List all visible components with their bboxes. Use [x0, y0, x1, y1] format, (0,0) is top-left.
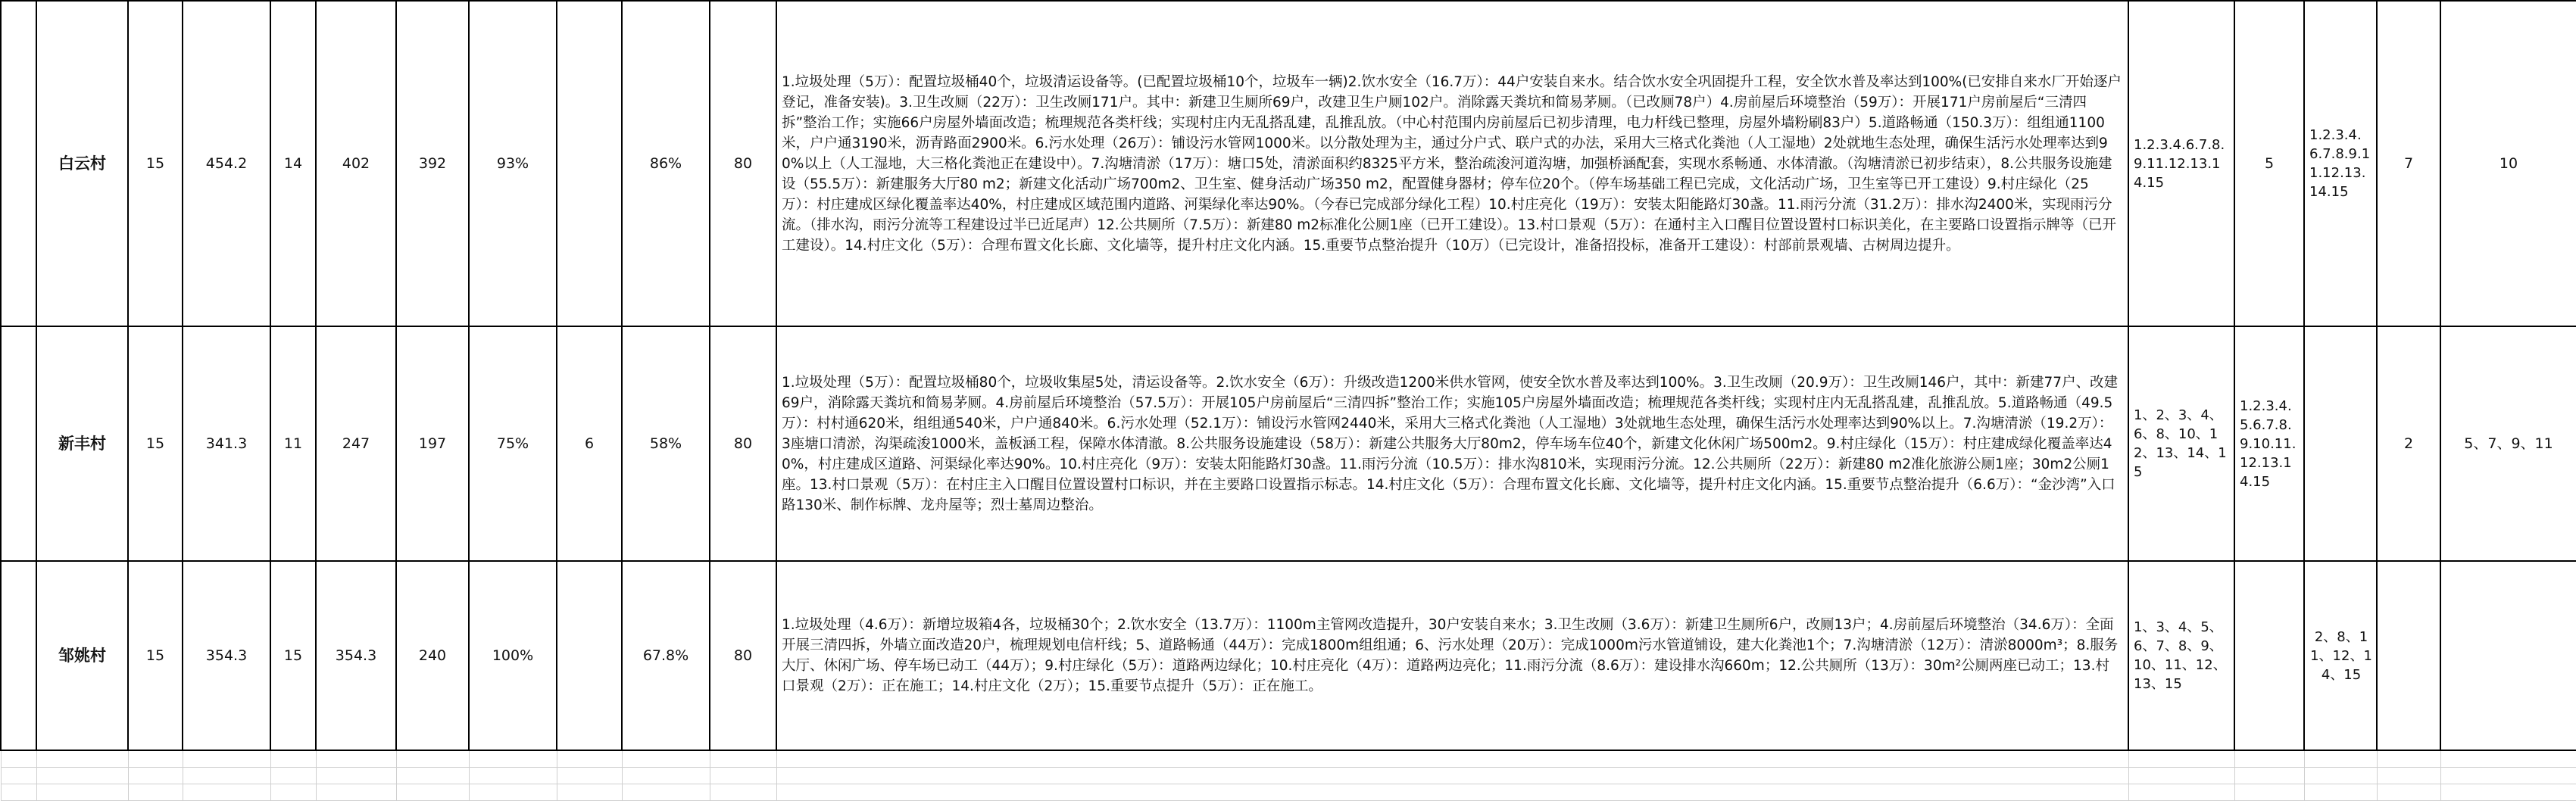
table-cell[interactable]: 2、8、11、12、14、15 [2304, 561, 2377, 750]
table-cell[interactable]: 80 [710, 561, 776, 750]
table-cell[interactable]: 14 [270, 1, 316, 326]
table-cell[interactable]: 240 [396, 561, 469, 750]
table-cell[interactable]: 15 [128, 561, 183, 750]
table-cell[interactable]: 402 [316, 1, 396, 326]
table-cell[interactable]: 15 [270, 561, 316, 750]
table-cell[interactable] [2304, 326, 2377, 561]
table-cell[interactable] [2377, 561, 2440, 750]
table-cell[interactable]: 1、3、4、5、6、7、8、9、10、11、12、13、15 [2128, 561, 2234, 750]
table-cell[interactable]: 80 [710, 326, 776, 561]
table-cell[interactable]: 354.3 [183, 561, 270, 750]
table-row [1, 326, 2576, 561]
table-cell[interactable]: 93% [469, 1, 557, 326]
table-cell[interactable]: 341.3 [183, 326, 270, 561]
table-cell[interactable]: 1、2、3、4、6、8、10、12、13、14、15 [2128, 326, 2234, 561]
table-cell[interactable]: 392 [396, 1, 469, 326]
village-name-cell[interactable]: 白云村 [36, 1, 128, 326]
table-cell[interactable]: 11 [270, 326, 316, 561]
row-gutter [1, 561, 36, 750]
empty-row [1, 784, 2576, 801]
table-cell[interactable]: 454.2 [183, 1, 270, 326]
table-cell[interactable] [557, 561, 622, 750]
table-row [1, 561, 2576, 750]
table-row [1, 1, 2576, 326]
empty-row [1, 768, 2576, 784]
table-cell[interactable]: 7 [2377, 1, 2440, 326]
table-cell[interactable]: 15 [128, 1, 183, 326]
village-name-cell[interactable]: 邹姚村 [36, 561, 128, 750]
table-cell[interactable]: 5、7、9、11 [2440, 326, 2576, 561]
table-cell[interactable]: 10 [2440, 1, 2576, 326]
row-gutter [1, 326, 36, 561]
table-cell[interactable]: 58% [622, 326, 710, 561]
table-cell[interactable]: 67.8% [622, 561, 710, 750]
table-cell[interactable]: 15 [128, 326, 183, 561]
project-description-cell[interactable]: 1.垃圾处理（5万）：配置垃圾桶80个，垃圾收集屋5处，清运设备等。2.饮水安全（6万）：升级改造1200米供水管网，使安全饮水普及率达到100%。3.卫生改厕（20.9万）：卫生改厕146户，其中：新建77户、改建69户，消除露天粪坑和简易茅厕。4.房前屋后环境整治（57.5万）：开展105户房前屋后“三清四拆”整治工作；实施105户房屋外墙面改造；梳理规范各类杆线；实现村庄内无乱搭乱建，乱推乱放。5.道路畅通（49.5万）：村村通620米，组组通540米，户户通840米。6.污水处理（52.1万）：铺设污水管网2440米，采用大三格式化粪池（人工湿地）3处就地生态处理，确保生活污水处理率达到90%以上。7.沟塘清淤（19.2万）：3座塘口清淤，沟渠疏浚1000米，盖板涵工程，保障水体清澈。8.公共服务设施建设（58万）：新建公共服务大厅80m2，停车场车位40个，新建文化休闲广场500m2。9.村庄绿化（15万）：村庄建成绿化覆盖率达40%，村庄建成区道路、河渠绿化率达90%。10.村庄亮化（9万）：安装太阳能路灯30盏。11.雨污分流（10.5万）：排水沟810米，实现雨污分流。12.公共厕所（22万）：新建80 m2准化旅游公厕1座；30m2公厕1座。13.村口景观（5万）：在村庄主入口醒目位置设置村口标识，并在主要路口设置指示标志。14.村庄文化（5万）：合理布置文化长廊、文化墙等，提升村庄文化内涵。15.重要节点整治提升（6.6万）：“金沙湾”入口路130米、制作标牌、龙舟屋等；烈士墓周边整治。 [776, 326, 2128, 561]
table-cell[interactable]: 2 [2377, 326, 2440, 561]
table-cell[interactable] [2234, 561, 2304, 750]
table-cell[interactable]: 5 [2234, 1, 2304, 326]
table-cell[interactable]: 354.3 [316, 561, 396, 750]
village-name-cell[interactable]: 新丰村 [36, 326, 128, 561]
table-cell[interactable]: 197 [396, 326, 469, 561]
table-cell[interactable]: 1.2.3.4.6.7.8.9.11.12.13.14.15 [2304, 1, 2377, 326]
table-cell[interactable]: 80 [710, 1, 776, 326]
table-cell[interactable]: 86% [622, 1, 710, 326]
table-cell[interactable]: 75% [469, 326, 557, 561]
table-cell[interactable]: 247 [316, 326, 396, 561]
project-description-cell[interactable]: 1.垃圾处理（5万）：配置垃圾桶40个，垃圾清运设备等。(已配置垃圾桶10个，垃圾车一辆)2.饮水安全（16.7万）：44户安装自来水。结合饮水安全巩固提升工程，安全饮水普及率达到100%(已安排自来水厂开始逐户登记，准备安装)。3.卫生改厕（22万）：卫生改厕171户。其中：新建卫生厕所69户，改建卫生户厕102户。消除露天粪坑和简易茅厕。（已改厕78户）4.房前屋后环境整治（59万）：开展171户房前屋后“三清四拆”整治工作；实施66户房屋外墙面改造；梳理规范各类杆线；实现村庄内无乱搭乱建，乱推乱放。（中心村范围内房前屋后已初步清理，电力杆线已整理，房屋外墙粉刷83户）5.道路畅通（150.3万）：组组通1100米，户户通3190米，沥青路面2900米。6.污水处理（26万）：铺设污水管网1000米。以分散处理为主，通过分户式、联户式的办法，采用大三格式化粪池（人工湿地）2处就地生态处理，确保生活污水处理率达到90%以上（人工湿地，大三格化粪池正在建设中）。7.沟塘清淤（17万）：塘口5处，清淤面积约8325平方米，整治疏浚河道沟塘，加强桥涵配套，实现水系畅通、水体清澈。（沟塘清淤已初步结束），8.公共服务设施建设（55.5万）：新建服务大厅80 m2；新建文化活动广场700m2、卫生室、健身活动广场350 m2，配置健身器材；停车位20个。（停车场基础工程已完成，文化活动广场，卫生室等已开工建设）9.村庄绿化（25万）：村庄建成区绿化覆盖率达40%，村庄建成区域范围内道路、河渠绿化率达90%。（今春已完成部分绿化工程）10.村庄亮化（19万）：安装太阳能路灯30盏。11.雨污分流（31.2万）：排水沟2400米，实现雨污分流。（排水沟，雨污分流等工程建设过半已近尾声）12.公共厕所（7.5万）：新建80 m2标准化公厕1座（已开工建设）。13.村口景观（5万）：在通村主入口醒目位置设置村口标识美化，在主要路口设置指示牌等（已开工建设）。14.村庄文化（5万）：合理布置文化长廊、文化墙等，提升村庄文化内涵。15.重要节点整治提升（10万）（已完设计，准备招投标，准备开工建设）：村部前景观墙、古树周边提升。 [776, 1, 2128, 326]
table-cell[interactable]: 1.2.3.4.5.6.7.8.9.10.11.12.13.14.15 [2234, 326, 2304, 561]
row-gutter [1, 1, 36, 326]
table-cell[interactable] [2440, 561, 2576, 750]
empty-row [1, 750, 2576, 768]
project-description-cell[interactable]: 1.垃圾处理（4.6万）：新增垃圾箱4各，垃圾桶30个；2.饮水安全（13.7万）：1100m主管网改造提升，30户安装自来水；3.卫生改厕（3.6万）：新建卫生厕所6户，改厕13户；4.房前屋后环境整治（34.6万）：全面开展三清四拆，外墙立面改造20户，梳理规划电信杆线；5、道路畅通（44万）：完成1800m组组通；6、污水处理（20万）：完成1000m污水管道铺设，建大化粪池1个；7.沟塘清淤（12万）：清淤8000m³；8.服务大厅、休闲广场、停车场已动工（44万）；9.村庄绿化（5万）：道路两边绿化；10.村庄亮化（4万）：道路两边亮化；11.雨污分流（8.6万）：建设排水沟660m；12.公共厕所（13万）：30m²公厕两座已动工；13.村口景观（2万）：正在施工；14.村庄文化（2万）；15.重要节点提升（5万）：正在施工。 [776, 561, 2128, 750]
table-cell[interactable]: 1.2.3.4.6.7.8.9.11.12.13.14.15 [2128, 1, 2234, 326]
table-cell[interactable] [557, 1, 622, 326]
table-cell[interactable]: 100% [469, 561, 557, 750]
table-cell[interactable]: 6 [557, 326, 622, 561]
